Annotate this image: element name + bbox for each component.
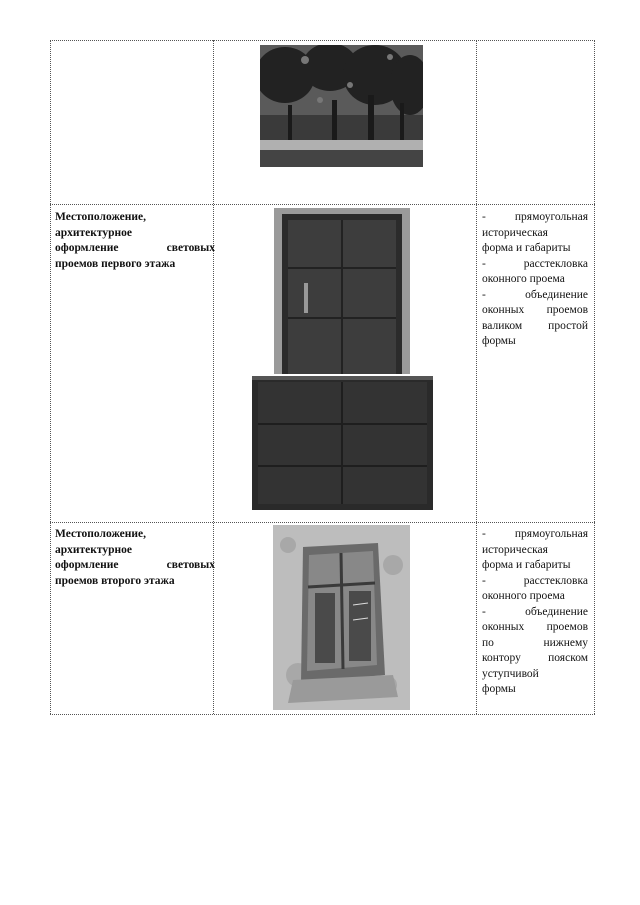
feature-line (482, 636, 588, 652)
description-word: оформление (55, 242, 119, 254)
feature-line (482, 303, 588, 319)
feature-word: валиком (482, 319, 523, 332)
feature-line: формы (482, 335, 516, 347)
feature-word: - (482, 288, 486, 301)
description-line: Местоположение, (55, 528, 146, 540)
feature-line (482, 210, 588, 226)
feature-word: проемов (546, 304, 588, 316)
feature-word: - (482, 528, 486, 540)
description-word: световых (166, 559, 215, 571)
feature-word: прямоугольная (514, 528, 588, 540)
feature-word: - (482, 257, 486, 270)
feature-line (482, 527, 588, 543)
description-line: архитектурное (55, 226, 133, 239)
trees-photo (260, 45, 423, 167)
feature-word: контору (482, 652, 521, 664)
feature-line (482, 651, 588, 667)
row-2-features (482, 210, 588, 350)
feature-word: - (482, 211, 486, 223)
window-photo-2 (252, 376, 433, 510)
description-line: проемов первого этажа (55, 257, 176, 270)
window-photo-3 (273, 525, 410, 710)
feature-word: пояском (548, 652, 588, 664)
feature-line: формы (482, 683, 516, 695)
feature-word: оконных (482, 621, 525, 633)
table-border-right (594, 40, 595, 714)
description-line (55, 558, 215, 574)
row-3-features (482, 527, 588, 698)
table-border-top (50, 40, 595, 41)
feature-line: форма и габариты (482, 242, 571, 254)
feature-line (482, 574, 588, 590)
feature-word: оконных (482, 304, 525, 316)
description-line: проемов второго этажа (55, 574, 175, 587)
feature-word: прямоугольная (514, 211, 588, 223)
row-3-description (55, 527, 215, 589)
feature-word: по (482, 636, 494, 649)
description-word: световых (166, 242, 215, 254)
feature-line: уступчивой (482, 667, 539, 680)
feature-word: нижнему (543, 636, 588, 649)
table-border-left (50, 40, 51, 714)
feature-line: историческая (482, 226, 548, 239)
feature-line: оконного проема (482, 273, 565, 285)
feature-line: форма и габариты (482, 559, 571, 571)
column-divider-1 (213, 40, 214, 714)
feature-word: проемов (546, 621, 588, 633)
window-photo-1 (274, 208, 410, 374)
feature-line (482, 257, 588, 273)
description-line: архитектурное (55, 543, 133, 556)
feature-line (482, 620, 588, 636)
description-line: Местоположение, (55, 211, 146, 223)
row-2-description (55, 210, 215, 272)
feature-word: объединение (525, 288, 588, 301)
feature-line (482, 605, 588, 621)
description-line (55, 241, 215, 257)
feature-line: историческая (482, 543, 548, 556)
feature-word: расстекловка (523, 257, 588, 270)
feature-line (482, 288, 588, 304)
feature-word: расстекловка (523, 574, 588, 587)
row-divider-1 (50, 204, 595, 205)
feature-line (482, 319, 588, 335)
column-divider-2 (476, 40, 477, 714)
feature-word: простой (548, 319, 588, 332)
feature-word: объединение (525, 605, 588, 618)
row-divider-2 (50, 522, 595, 523)
feature-word: - (482, 605, 486, 618)
feature-line: оконного проема (482, 590, 565, 602)
feature-word: - (482, 574, 486, 587)
description-word: оформление (55, 559, 119, 571)
table-border-bottom (50, 714, 595, 715)
